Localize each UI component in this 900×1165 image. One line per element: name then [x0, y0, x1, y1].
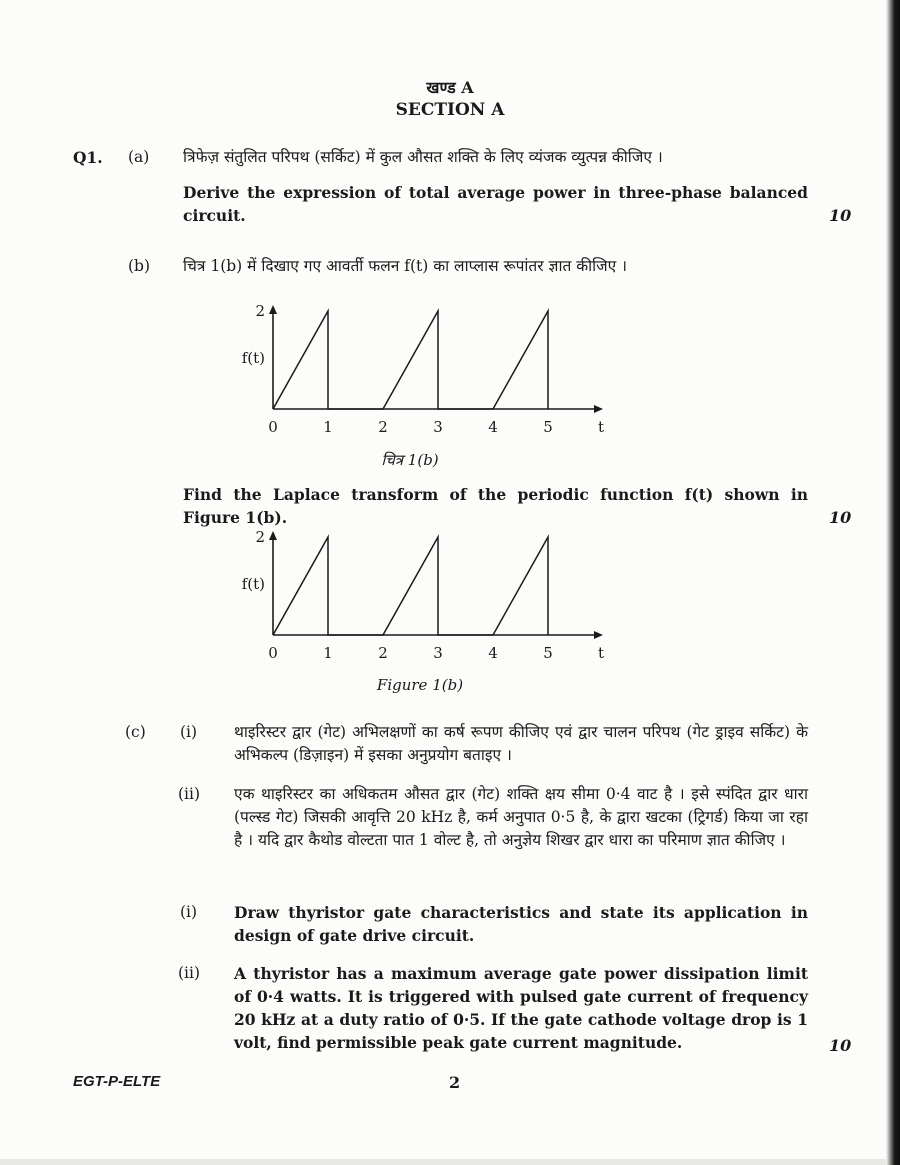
x-tick-label: 0: [268, 644, 278, 662]
periodic-function-plot: [242, 302, 604, 436]
sawtooth-series-line: [273, 311, 548, 409]
section-title-english: SECTION A: [395, 100, 505, 120]
x-tick-label: 5: [543, 644, 553, 662]
part-b-label: (b): [128, 257, 151, 275]
part-b-hindi: चित्र 1(b) में दिखाए गए आवर्ती फलन f(t) का लाप्लास रूपांतर ज्ञात कीजिए ।: [183, 257, 628, 275]
part-c-i-english: Draw thyristor gate characteristics and state its application in design of gate drive circuit.: [234, 903, 808, 945]
x-tick-label: 2: [378, 644, 388, 662]
part-a-label: (a): [128, 148, 150, 166]
figure-caption-hindi: चित्र 1(b): [381, 451, 439, 469]
x-axis-arrow: [594, 631, 603, 639]
periodic-function-plot: [242, 528, 604, 662]
scan-bottom-edge: [0, 1159, 900, 1165]
part-c-i-hindi: थाइरिस्टर द्वार (गेट) अभिलक्षणों का कर्ष रूपण कीजिए एवं द्वार चालन परिपथ (गेट ड्राइव सर्किट) के अभिकल्प (डिज़ाइन) में इसका अनुप्रयोग बताइए ।: [234, 723, 808, 764]
x-tick-label: 4: [488, 418, 498, 436]
part-c-ii-label-english: (ii): [178, 964, 201, 982]
x-tick-label: 3: [433, 418, 443, 436]
x-tick-label: 4: [488, 644, 498, 662]
section-title-hindi: खण्ड A: [426, 78, 474, 97]
sawtooth-series-line: [273, 537, 548, 635]
x-tick-label: 0: [268, 418, 278, 436]
question-number: Q1.: [73, 148, 103, 167]
figure-english-plot: [225, 522, 625, 672]
figure-hindi-plot: [225, 296, 625, 446]
part-c-marks: 10: [829, 1036, 852, 1055]
figure-caption-english: Figure 1(b): [376, 676, 464, 694]
part-a-english: Derive the expression of total average power in three-phase balanced circuit.: [183, 183, 808, 225]
part-a-hindi: त्रिफेज़ संतुलित परिपथ (सर्किट) में कुल औसत शक्ति के लिए व्यंजक व्युत्पन्न कीजिए ।: [183, 148, 663, 166]
page-number: 2: [449, 1073, 461, 1092]
paper-code: EGT-P-ELTE: [73, 1073, 161, 1090]
part-b-english: Find the Laplace transform of the periodic function f(t) shown in Figure 1(b).: [183, 485, 808, 527]
x-tick-label: 1: [323, 418, 333, 436]
x-tick-label: 1: [323, 644, 333, 662]
part-c-i-label-english: (i): [180, 903, 198, 921]
scan-right-edge: [886, 0, 900, 1165]
y-axis-arrow: [269, 531, 277, 540]
y-axis-label: f(t): [241, 575, 265, 594]
x-axis-label: t: [597, 418, 605, 436]
x-tick-label: 5: [543, 418, 553, 436]
x-tick-label: 3: [433, 644, 443, 662]
y-axis-arrow: [269, 305, 277, 314]
part-a-marks: 10: [829, 206, 852, 225]
part-c-i-label-hindi: (i): [180, 723, 198, 741]
part-b-marks: 10: [829, 508, 852, 527]
x-axis-arrow: [594, 405, 603, 413]
part-c-label: (c): [125, 723, 146, 741]
y-axis-label: f(t): [241, 349, 265, 368]
x-tick-label: 2: [378, 418, 388, 436]
part-c-ii-english: A thyristor has a maximum average gate power dissipation limit of 0·4 watts. It is triggered with pulsed gate current of frequency 20 kHz at a duty ratio of 0·5. If the gate cathode voltage drop is 1 volt, find permissible peak gate current magnitude.: [234, 964, 808, 1052]
x-axis-label: t: [597, 644, 605, 662]
part-c-ii-label-hindi: (ii): [178, 785, 201, 803]
part-c-ii-hindi: एक थाइरिस्टर का अधिकतम औसत द्वार (गेट) शक्ति क्षय सीमा 0·4 वाट है । इसे स्पंदित द्वार धारा (पल्स्ड गेट) जिसकी आवृत्ति 20 kHz है, कर्म अनुपात 0·5 है, के द्वारा खटका (ट्रिगर्ड) किया जा रहा है । यदि द्वार कैथोड वोल्टता पात 1 वोल्ट है, तो अनुज्ञेय शिखर द्वार धारा का परिमाण ज्ञात कीजिए ।: [234, 785, 808, 849]
y-tick-label: 2: [255, 528, 265, 546]
y-tick-label: 2: [255, 302, 265, 320]
